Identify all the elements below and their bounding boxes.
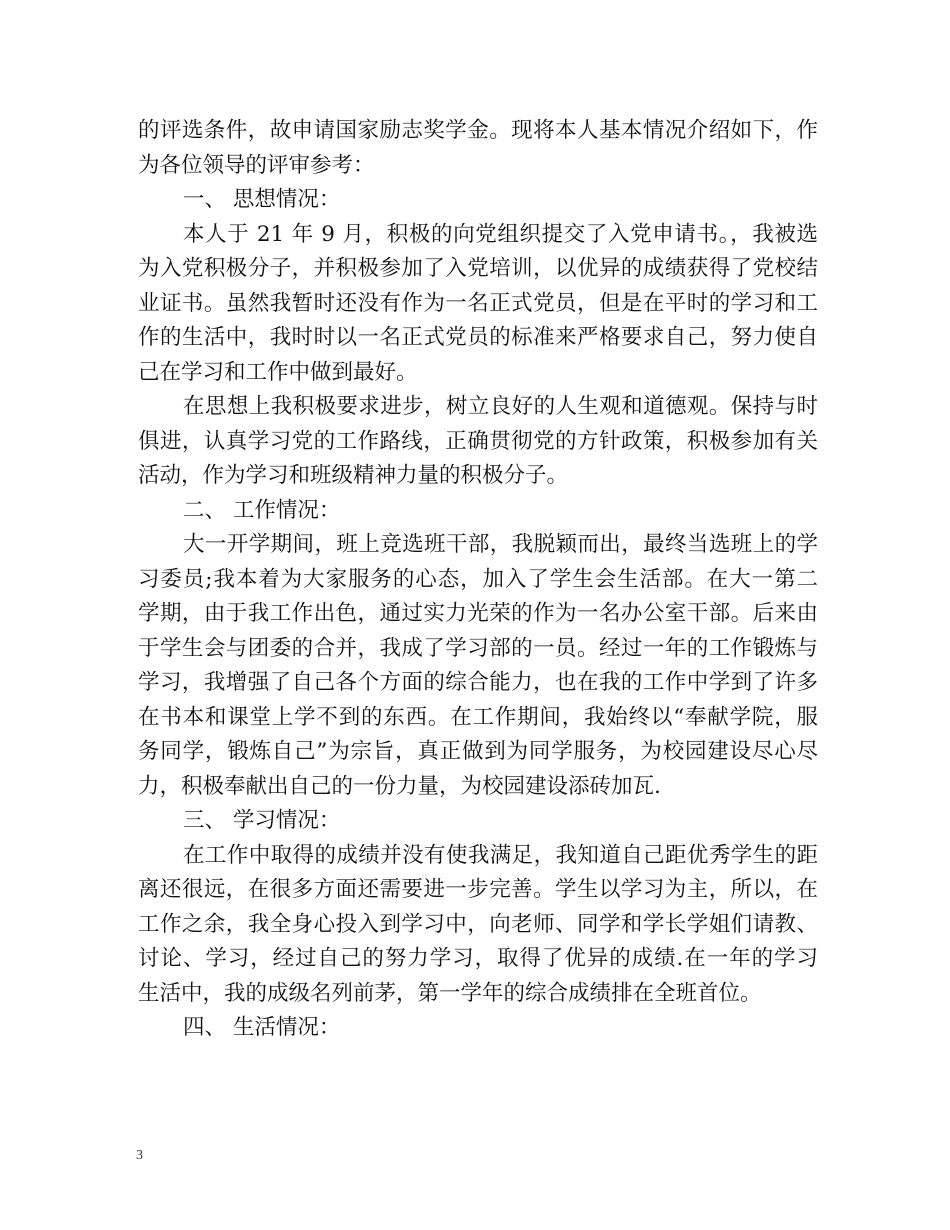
document-body	[138, 114, 818, 1046]
text-line: 工作之余，我全身心投入到学习中，向老师、同学和学长学姐们请教、	[138, 911, 818, 937]
text-line: 在思想上我积极要求进步，树立良好的人生观和道德观。保持与时	[183, 394, 818, 419]
text-line: 讨论、学习，经过自己的努力学习，取得了优异的成绩.在一年的学习	[138, 946, 818, 971]
text-line: 三、 学习情况：	[183, 808, 341, 833]
text-line: 力，积极奉献出自己的一份力量，为校园建设添砖加瓦.	[138, 773, 661, 799]
text-line: 在工作中取得的成绩并没有使我满足，我知道自己距优秀学生的距	[183, 842, 818, 868]
text-line: 为各位领导的评审参考：	[138, 152, 375, 178]
text-line: 活动，作为学习和班级精神力量的积极分子。	[138, 463, 569, 488]
text-line: 在书本和课堂上学不到的东西。在工作期间，我始终以“奉献学院，服	[138, 704, 818, 730]
text-line: 二、 工作情况：	[183, 497, 341, 523]
text-line: 习委员;我本着为大家服务的心态，加入了学生会生活部。在大一第二	[138, 566, 818, 592]
page-number: 3	[136, 1148, 143, 1163]
text-line: 业证书。虽然我暂时还没有作为一名正式党员，但是在平时的学习和工	[138, 290, 818, 316]
text-line: 于学生会与团委的合并，我成了学习部的一员。经过一年的工作锻炼与	[138, 635, 818, 661]
text-line: 己在学习和工作中做到最好。	[138, 359, 418, 385]
text-line: 的评选条件，故申请国家励志奖学金。现将本人基本情况介绍如下，作	[138, 118, 818, 143]
text-line: 四、 生活情况：	[183, 1015, 341, 1040]
text-line: 俱进，认真学习党的工作路线，正确贯彻党的方针政策，积极参加有关	[138, 428, 818, 454]
text-line: 生活中，我的成级名列前茅，第一学年的综合成绩排在全班首位。	[138, 980, 762, 1006]
text-line: 务同学，锻炼自己”为宗旨，真正做到为同学服务，为校园建设尽心尽	[138, 739, 818, 764]
text-line: 一、 思想情况：	[183, 187, 341, 212]
text-line: 离还很远，在很多方面还需要进一步完善。学生以学习为主，所以，在	[138, 877, 818, 902]
text-line: 大一开学期间，班上竞选班干部，我脱颖而出，最终当选班上的学	[183, 532, 818, 557]
text-line: 学期，由于我工作出色，通过实力光荣的作为一名办公室干部。后来由	[138, 601, 818, 626]
text-line: 学习，我增强了自己各个方面的综合能力，也在我的工作中学到了许多	[138, 670, 818, 695]
text-line: 本人于 21 年 9 月，积极的向党组织提交了入党申请书。，我被选	[183, 221, 818, 247]
text-line: 作的生活中，我时时以一名正式党员的标准来严格要求自己，努力使自	[138, 325, 818, 350]
text-line: 为入党积极分子，并积极参加了入党培训，以优异的成绩获得了党校结	[138, 256, 818, 281]
